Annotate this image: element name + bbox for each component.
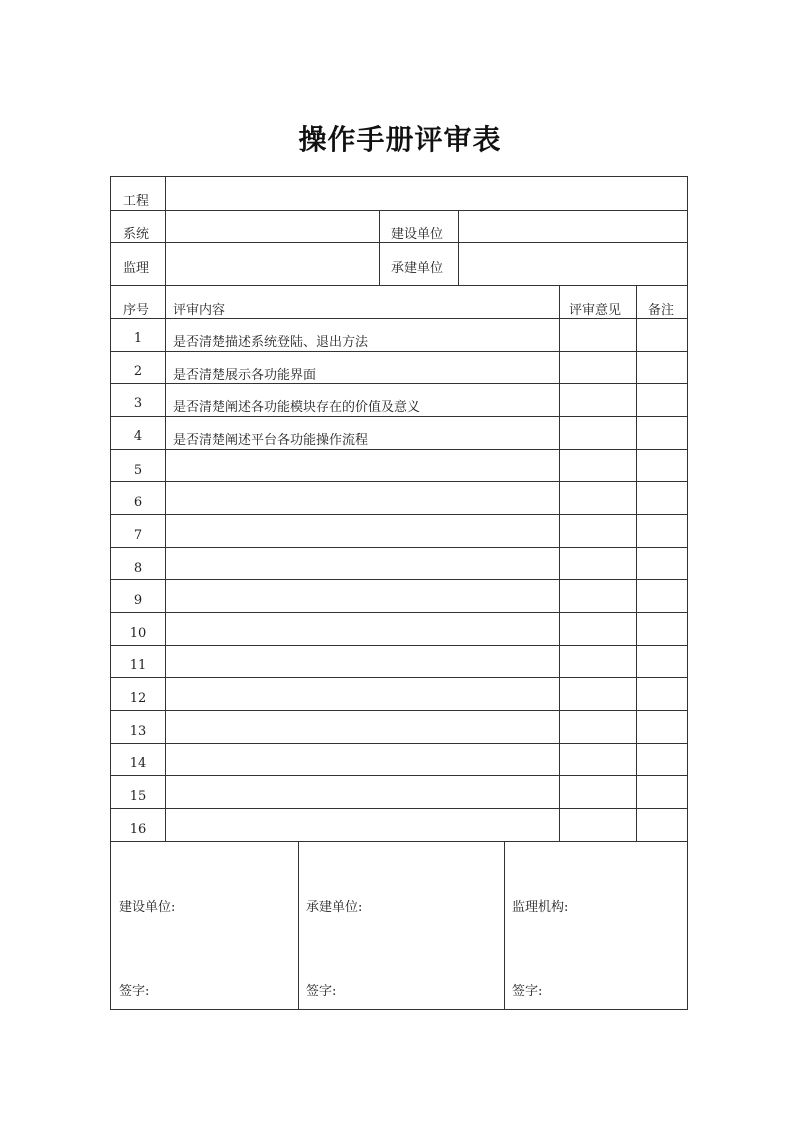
contractor-label: 承建单位	[391, 261, 444, 276]
column-divider	[504, 841, 505, 1009]
footer-sign: 签字:	[512, 984, 543, 999]
row-divider	[111, 318, 687, 319]
row-number: 15	[129, 789, 147, 804]
project-label: 工程	[123, 194, 150, 209]
row-number: 8	[133, 561, 143, 576]
header-remark: 备注	[648, 303, 675, 318]
build-unit-label: 建设单位	[391, 227, 444, 242]
row-number: 16	[129, 822, 147, 837]
row-content: 是否清楚展示各功能界面	[173, 368, 317, 383]
build-unit-field[interactable]	[459, 211, 686, 241]
contractor-field[interactable]	[459, 243, 686, 284]
column-divider	[636, 285, 637, 841]
footer-sign: 签字:	[306, 984, 337, 999]
system-label: 系统	[123, 227, 150, 242]
footer-sign: 签字:	[119, 984, 150, 999]
supervision-field[interactable]	[166, 243, 378, 284]
system-field[interactable]	[166, 211, 378, 241]
footer-contractor: 承建单位:	[306, 900, 363, 915]
row-number: 2	[133, 364, 143, 379]
header-opinion: 评审意见	[569, 303, 622, 318]
column-divider	[379, 210, 380, 285]
page-title: 操作手册评审表	[298, 123, 502, 156]
row-number: 12	[129, 691, 147, 706]
row-content: 是否清楚阐述平台各功能操作流程	[173, 433, 369, 448]
row-number: 4	[133, 429, 143, 444]
row-number: 3	[133, 396, 143, 411]
row-number: 11	[129, 658, 147, 673]
project-field[interactable]	[166, 178, 686, 209]
header-content: 评审内容	[173, 303, 226, 318]
row-divider	[111, 285, 687, 286]
footer-divider	[111, 841, 687, 842]
column-divider	[298, 841, 299, 1009]
row-number: 7	[133, 528, 143, 543]
row-number: 10	[129, 626, 147, 641]
row-number: 14	[129, 756, 147, 771]
row-number: 9	[133, 593, 143, 608]
row-number: 6	[133, 495, 143, 510]
footer-supervisor: 监理机构:	[512, 900, 569, 915]
review-table	[110, 176, 688, 1010]
row-number: 1	[133, 331, 143, 346]
supervision-label: 监理	[123, 261, 150, 276]
footer-build-unit: 建设单位:	[119, 900, 176, 915]
column-divider	[559, 285, 560, 841]
row-number: 13	[129, 724, 147, 739]
row-number: 5	[133, 463, 143, 478]
row-content: 是否清楚阐述各功能模块存在的价值及意义	[173, 400, 421, 415]
header-seq: 序号	[123, 303, 150, 318]
row-content: 是否清楚描述系统登陆、退出方法	[173, 335, 369, 350]
